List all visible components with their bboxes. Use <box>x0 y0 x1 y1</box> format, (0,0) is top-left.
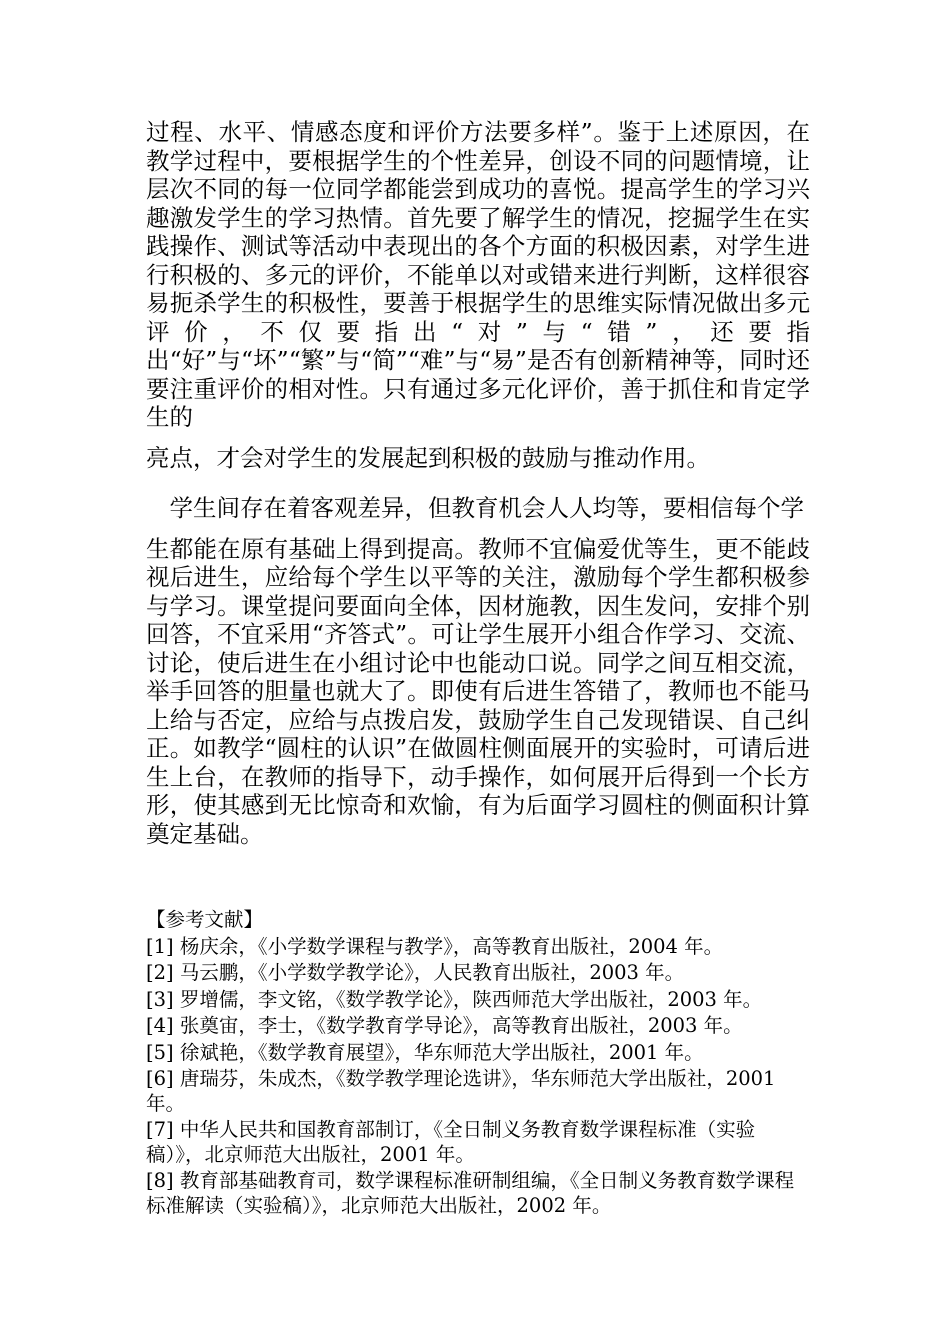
reference-item: [3] 罗增儒，李文铭，《数学教学论》，陕西师范大学出版社，2003 年。 <box>146 987 763 1011</box>
paragraph-2-text: 生都能在原有基础上得到提高。教师不宜偏爱优等生，更不能歧视后进生，应给每个学生以平等的关注，激励每个学生都积极参与学习。课堂提问要面向全体，因材施教，因生发问，安排个别回答，不宜采用“齐答式”。可让学生展开小组合作学习、交流、讨论，使后进生在小组讨论中也能动口说。同学之间互相交流，举手回答的胆量也就大了。即使有后进生答错了，教师也不能马上给与否定，应给与点拨启发，鼓励学生自己发现错误、自己纠正。如教学“圆柱的认识”在做圆柱侧面展开的实验时，可请后进生上台，在教师的指导下，动手操作，如何展开后得到一个长方形，使其感到无比惊奇和欢愉，有为后面学习圆柱的侧面积计算奠定基础。 <box>146 534 810 848</box>
references-section <box>146 908 810 1218</box>
reference-item: [2] 马云鹏，《小学数学教学论》，人民教育出版社，2003 年。 <box>146 961 685 984</box>
paragraph-1-text: 过程、水平、情感态度和评价方法要多样”。鉴于上述原因，在教学过程中，要根据学生的个性差异，创设不同的问题情境，让层次不同的每一位同学都能尝到成功的喜悦。提高学生的学习兴趣激发学生的学习热情。首先要了解学生的情况，挖掘学生在实践操作、测试等活动中表现出的各个方面的积极因素，对学生进行积极的、多元的评价，不能单以对或错来进行判断，这样很容易扼杀学生的积极性，要善于根据学生的思维实际情况做出多元评价，不仅要指出“对”与“错”，还要指出“好”与“坏”“繁”与“简”“难”与“易”是否有创新精神等，同时还要注重评价的相对性。只有通过多元化评价，善于抓住和肯定学生的 <box>146 118 810 431</box>
document-page <box>146 118 810 1220</box>
reference-item: [7] 中华人民共和国教育部制订，《全日制义务教育数学课程标准（实验稿）》，北京师范大出版社，2001 年。 <box>146 1118 756 1166</box>
body-paragraph-2 <box>146 494 810 848</box>
reference-item: [4] 张奠宙，李士，《数学教育学导论》，高等教育出版社，2003 年。 <box>146 1014 743 1037</box>
reference-item: [8] 教育部基础教育司，数学课程标准研制组编，《全日制义务教育数学课程标准解读（实验稿）》，北京师范大出版社，2002 年。 <box>146 1169 795 1217</box>
body-paragraph-1 <box>146 118 810 472</box>
paragraph-1-closing-line: 亮点，才会对学生的发展起到积极的鼓励与推动作用。 <box>146 443 710 472</box>
paragraph-2-first-line: 学生间存在着客观差异，但教育机会人人均等，要相信每个学 <box>169 494 804 522</box>
reference-item: [5] 徐斌艳，《数学教育展望》，华东师范大学出版社，2001 年。 <box>146 1040 704 1064</box>
reference-item: [1] 杨庆余，《小学数学课程与教学》，高等教育出版社，2004 年。 <box>146 934 724 958</box>
reference-item: [6] 唐瑞芬，朱成杰，《数学教学理论选讲》，华东师范大学出版社，2001 年。 <box>146 1067 776 1115</box>
references-heading: 【参考文献】 <box>146 908 264 931</box>
